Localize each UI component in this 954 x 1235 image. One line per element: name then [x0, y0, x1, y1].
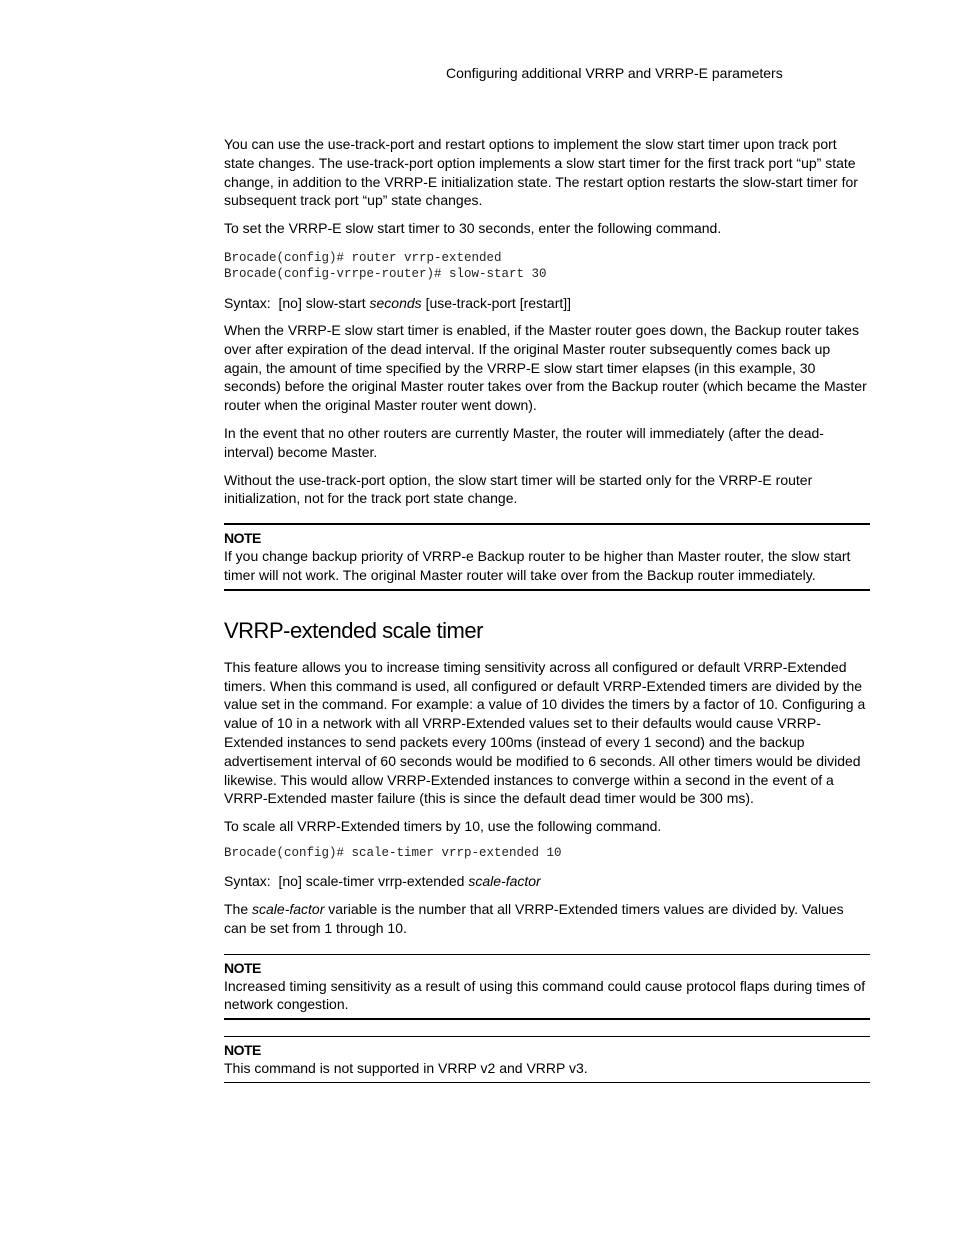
syntax-command: [no] slow-start: [278, 294, 366, 311]
syntax-line: [224, 294, 870, 312]
syntax-options: [use-track-port [restart]]: [425, 294, 572, 311]
paragraph: To set the VRRP-E slow start timer to 30 seconds, enter the following command.: [224, 220, 722, 237]
running-header: Configuring additional VRRP and VRRP-E parameters: [446, 65, 783, 81]
page-content: [224, 135, 870, 1083]
note-text: This command is not supported in VRRP v2 and VRRP v3.: [224, 1060, 588, 1077]
paragraph: [224, 900, 870, 938]
paragraph: To scale all VRRP-Extended timers by 10, use the following command.: [224, 818, 662, 835]
syntax-line: [224, 872, 870, 890]
text-run: variable is the number that all VRRP-Extended timers values are divided by. Values can be set from 1 through 10.: [224, 900, 844, 936]
paragraph: In the event that no other routers are currently Master, the router will immediately (after the dead-interval) become Master.: [224, 424, 824, 460]
section-heading: VRRP-extended scale timer: [224, 617, 483, 643]
note-box: [224, 954, 870, 1021]
paragraph: Without the use-track-port option, the slow start timer will be started only for the VRRP-E router initialization, not for the track port state change.: [224, 471, 813, 507]
paragraph: You can use the use-track-port and restart options to implement the slow start timer upon track port state changes. The use-track-port option implements a slow start timer for the first track port “up” state change, in addition to the VRRP-E initialization state. The restart option restarts the slow-start timer for subsequent track port “up” state changes.: [224, 136, 858, 209]
syntax-label: Syntax:: [224, 872, 271, 889]
note-label: NOTE: [224, 530, 261, 547]
code-block: [224, 250, 870, 282]
variable-name: scale-factor: [252, 900, 325, 917]
syntax-label: Syntax:: [224, 294, 271, 311]
note-box: [224, 1036, 870, 1083]
syntax-variable: seconds: [369, 294, 422, 311]
note-text: Increased timing sensitivity as a result of using this command could cause protocol flaps during times of network congestion.: [224, 977, 866, 1013]
syntax-variable: scale-factor: [468, 872, 541, 889]
paragraph: This feature allows you to increase timing sensitivity across all configured or default VRRP-Extended timers. When this command is used, all configured or default VRRP-Extended timers are divided by the value set in the command. For example: a value of 10 divides the timers by a factor of 10. Configuring a value of 10 in a network with all VRRP-Extended values set to their defaults would cause VRRP-Extended instances to send packets every 100ms (instead of every 1 second) and the backup advertisement interval of 60 seconds would be modified to 6 seconds. All other timers would be divided likewise. This would allow VRRP-Extended instances to converge within a second in the event of a VRRP-Extended master failure (this is since the default dead timer would be 300 ms).: [224, 658, 866, 807]
paragraph: When the VRRP-E slow start timer is enabled, if the Master router goes down, the Backup router takes over after expiration of the dead interval. If the original Master router subsequently comes back up again, the amount of time specified by the VRRP-E slow start timer elapses (in this example, 30 seconds) before the original Master router takes over from the Backup router (which became the Master router when the original Master router went down).: [224, 321, 867, 414]
note-label: NOTE: [224, 1042, 261, 1059]
note-label: NOTE: [224, 959, 261, 976]
note-text: If you change backup priority of VRRP-e Backup router to be higher than Master router, the slow start timer will not work. The original Master router will take over from the Backup router immediately.: [224, 548, 851, 583]
note-box: [224, 523, 870, 591]
text-run: The: [224, 900, 253, 917]
code-block: Brocade(config)# scale-timer vrrp-extended 10: [224, 845, 562, 860]
code-line: Brocade(config)# router vrrp-extended: [224, 250, 502, 265]
code-line: Brocade(config-vrrpe-router)# slow-start 30: [224, 266, 547, 281]
syntax-command: [no] scale-timer vrrp-extended: [278, 872, 465, 889]
